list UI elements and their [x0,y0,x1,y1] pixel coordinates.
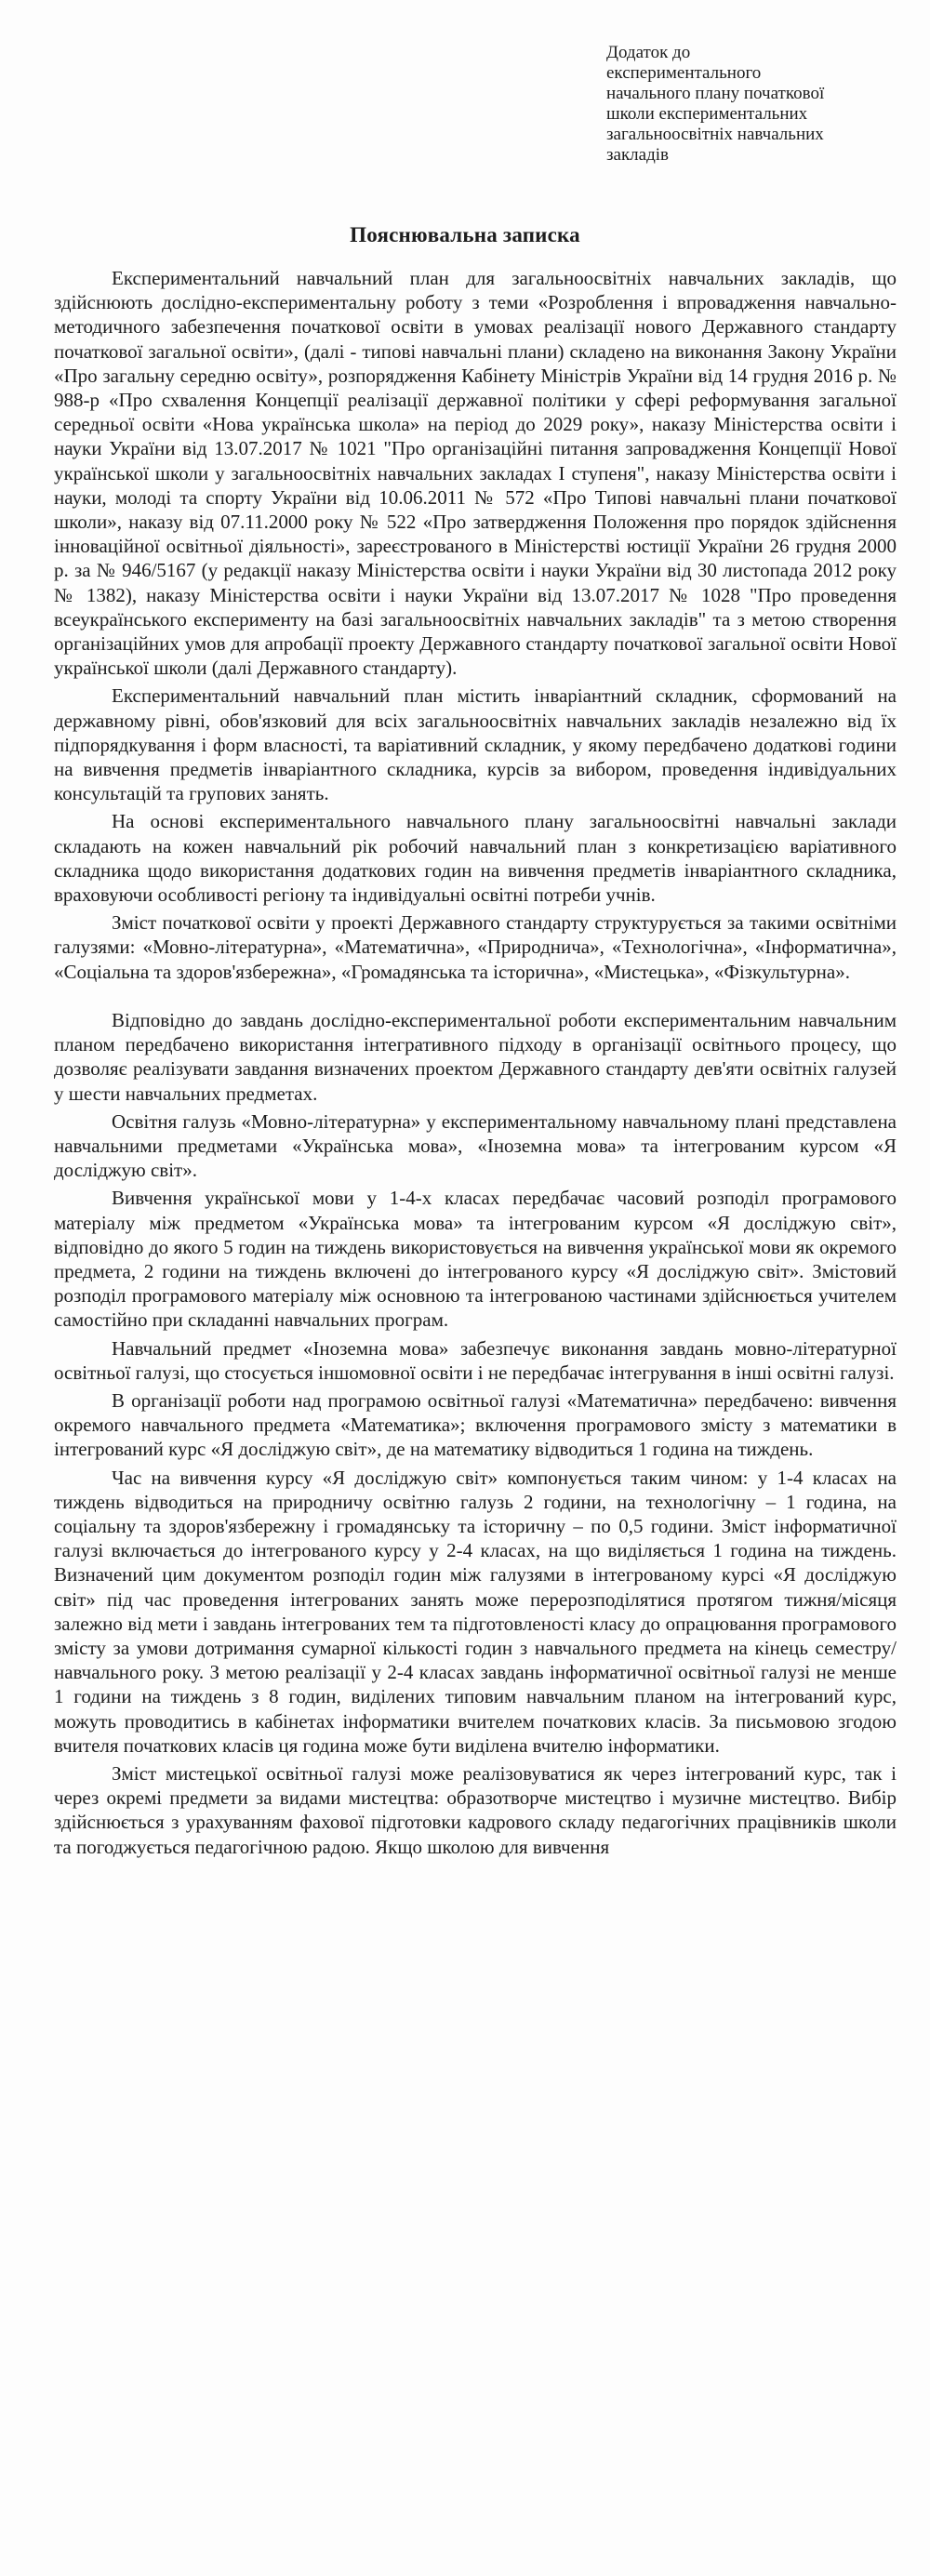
addendum-line: Додаток до [606,43,691,62]
body-paragraph: Освітня галузь «Мовно-літературна» у експериментальному навчальному плані представлена навчальними предметами «Українська мова», «Іноземна мова» та інтегрованим курсом «Я досліджую світ». [54,1109,897,1182]
body-paragraph: Зміст мистецької освітньої галузі може реалізовуватися як через інтегрований курс, так і через окремі предмети за видами мистецтва: образотворче мистецтво і музичне мистецтво. Вибір здійснюється з урахуванням фахової підготовки кадрового складу педагогічних працівників школи та погоджується педагогічною радою. Якщо школою для вивчення [54,1761,897,1858]
body-paragraph: Вивчення української мови у 1-4-х класах передбачає часовий розподіл програмового матеріалу між предметом «Українська мова» та інтегрованим курсом «Я досліджую світ», відповідно до якого 5 годин на тиждень використовується на вивчення української мови як окремого предмета, 2 години на тиждень включені до інтегрованого курсу «Я досліджую світ». Змістовий розподіл програмового матеріалу між основною та інтегрованою частинами здійснюється учителем самостійно при складанні навчальних програм. [54,1187,897,1332]
body-paragraph: Експериментальний навчальний план містить інваріантний складник, сформований на державному рівні, обов'язковий для всіх загальноосвітніх навчальних закладів незалежно від їх підпорядкування і форм власності, та варіативний складник, у якому передбачено додаткові години на вивчення предметів інваріантного складника, курсів за вибором, проведення індивідуальних консультацій та групових занять. [54,684,897,805]
body-paragraph: В організації роботи над програмою освітньої галузі «Математична» передбачено: вивчення окремого навчального предмета «Математика»; включення програмового змісту з математики в інтегрований курс «Я досліджую світ», де на математику відводиться 1 година на тиждень. [54,1388,897,1461]
body-paragraph: Час на вивчення курсу «Я досліджую світ» компонується таким чином: у 1-4 класах на тиждень відводиться на природничу освітню галузь 2 години, на технологічну – 1 година, на соціальну та здоров'язбережну і громадянську та історичну – по 0,5 години. Зміст інформатичної галузі включається до інтегрованого курсу у 2-4 класах, на що виділяється 1 година на тиждень. Визначений цим документом розподіл годин між галузями в інтегрованому курсі «Я досліджую світ» під час проведення інтегрованих занять може перерозподілятися протягом тижня/місяця залежно від мети і завдань інтегрованих тем та підготовленості класу до опрацювання програмового змісту за умови дотримання сумарної кількості годин з навчального предмета на кінець семестру/навчального року. З метою реалізації у 2-4 класах завдань інформатичної освітньої галузі не менше 1 години на тиждень з 8 годин, виділених типовим навчальним планом на інтегрований курс, можуть проводитись в кабінетах інформатики вчителем початкових класів. За письмовою згодою вчителя початкових класів ця година може бути виділена вчителю інформатики. [54,1466,897,1757]
body-paragraph: Експериментальний навчальний план для загальноосвітніх навчальних закладів, що здійснюють дослідно-експериментальну роботу з теми «Розроблення і впровадження навчально-методичного забезпечення початкової освіти в умовах реалізації нового Державного стандарту початкової загальної освіти», (далі - типові навчальні плани) складено на виконання Закону України «Про загальну середню освіту», розпорядження Кабінету Міністрів України від 14 грудня 2016 р. № 988-р «Про схвалення Концепції реалізації державної політики у сфері реформування загальної середньої освіти «Нова українська школа» на період до 2029 року», наказу Міністерства освіти і науки України від 13.07.2017 № 1021 "Про організаційні питання запровадження Концепції Нової української школи у загальноосвітніх навчальних закладах I ступеня", наказу Міністерства освіти і науки, молоді та спорту України від 10.06.2011 № 572 «Про Типові навчальні плани початкової школи», наказу від 07.11.2000 року № 522 «Про затвердження Положення про порядок здійснення інноваційної освітньої діяльності», зареєстрованого в Міністерстві юстиції України 26 грудня 2000 р. за № 946/5167 (у редакції наказу Міністерства освіти і науки України від 30 листопада 2012 року № 1382), наказу Міністерства освіти і науки України від 13.07.2017 № 1028 "Про проведення всеукраїнського експерименту на базі загальноосвітніх навчальних закладів" та з метою створення організаційних умов для апробації проекту Державного стандарту початкової загальної освіти Нової української школи (далі Державного стандарту). [54,267,897,680]
body-paragraph: Відповідно до завдань дослідно-експериментальної роботи експериментальним навчальним планом передбачено використання інтегративного підходу в організації освітнього процесу, що дозволяє реалізувати завдання визначених проектом Державного стандарту дев'яти освітніх галузей у шести навчальних предметах. [54,1008,897,1105]
addendum-line: закладів [606,145,670,165]
document-body [54,266,897,1863]
addendum-line: начального плану початкової [606,84,825,103]
body-paragraph: Навчальний предмет «Іноземна мова» забезпечує виконання завдань мовно-літературної освітньої галузі, що стосується іншомовної освіти і не передбачає інтегрування в інші освітні галузі. [54,1336,897,1384]
body-paragraph: На основі експериментального навчального плану загальноосвітні навчальні заклади складають на кожен навчальний рік робочий навчальний план з конкретизацією варіативного складника щодо використання додаткових годин на вивчення предметів інваріантного складника, враховуючи особливості регіону та індивідуальні освітні потреби учнів. [54,810,897,907]
addendum-line: школи експериментальних [606,104,808,124]
document-title: Пояснювальна записка [350,223,580,246]
addendum-note [606,43,885,166]
body-paragraph: Зміст початкової освіти у проекті Державного стандарту структурується за такими освітніми галузями: «Мовно-літературна», «Математична», «Природнича», «Технологічна», «Інформатична», «Соціальна та здоров'язбережна», «Громадянська та історична», «Мистецька», «Фізкультурна». [54,911,897,983]
addendum-line: загальноосвітніх навчальних [606,125,824,144]
addendum-line: експериментального [606,63,762,83]
